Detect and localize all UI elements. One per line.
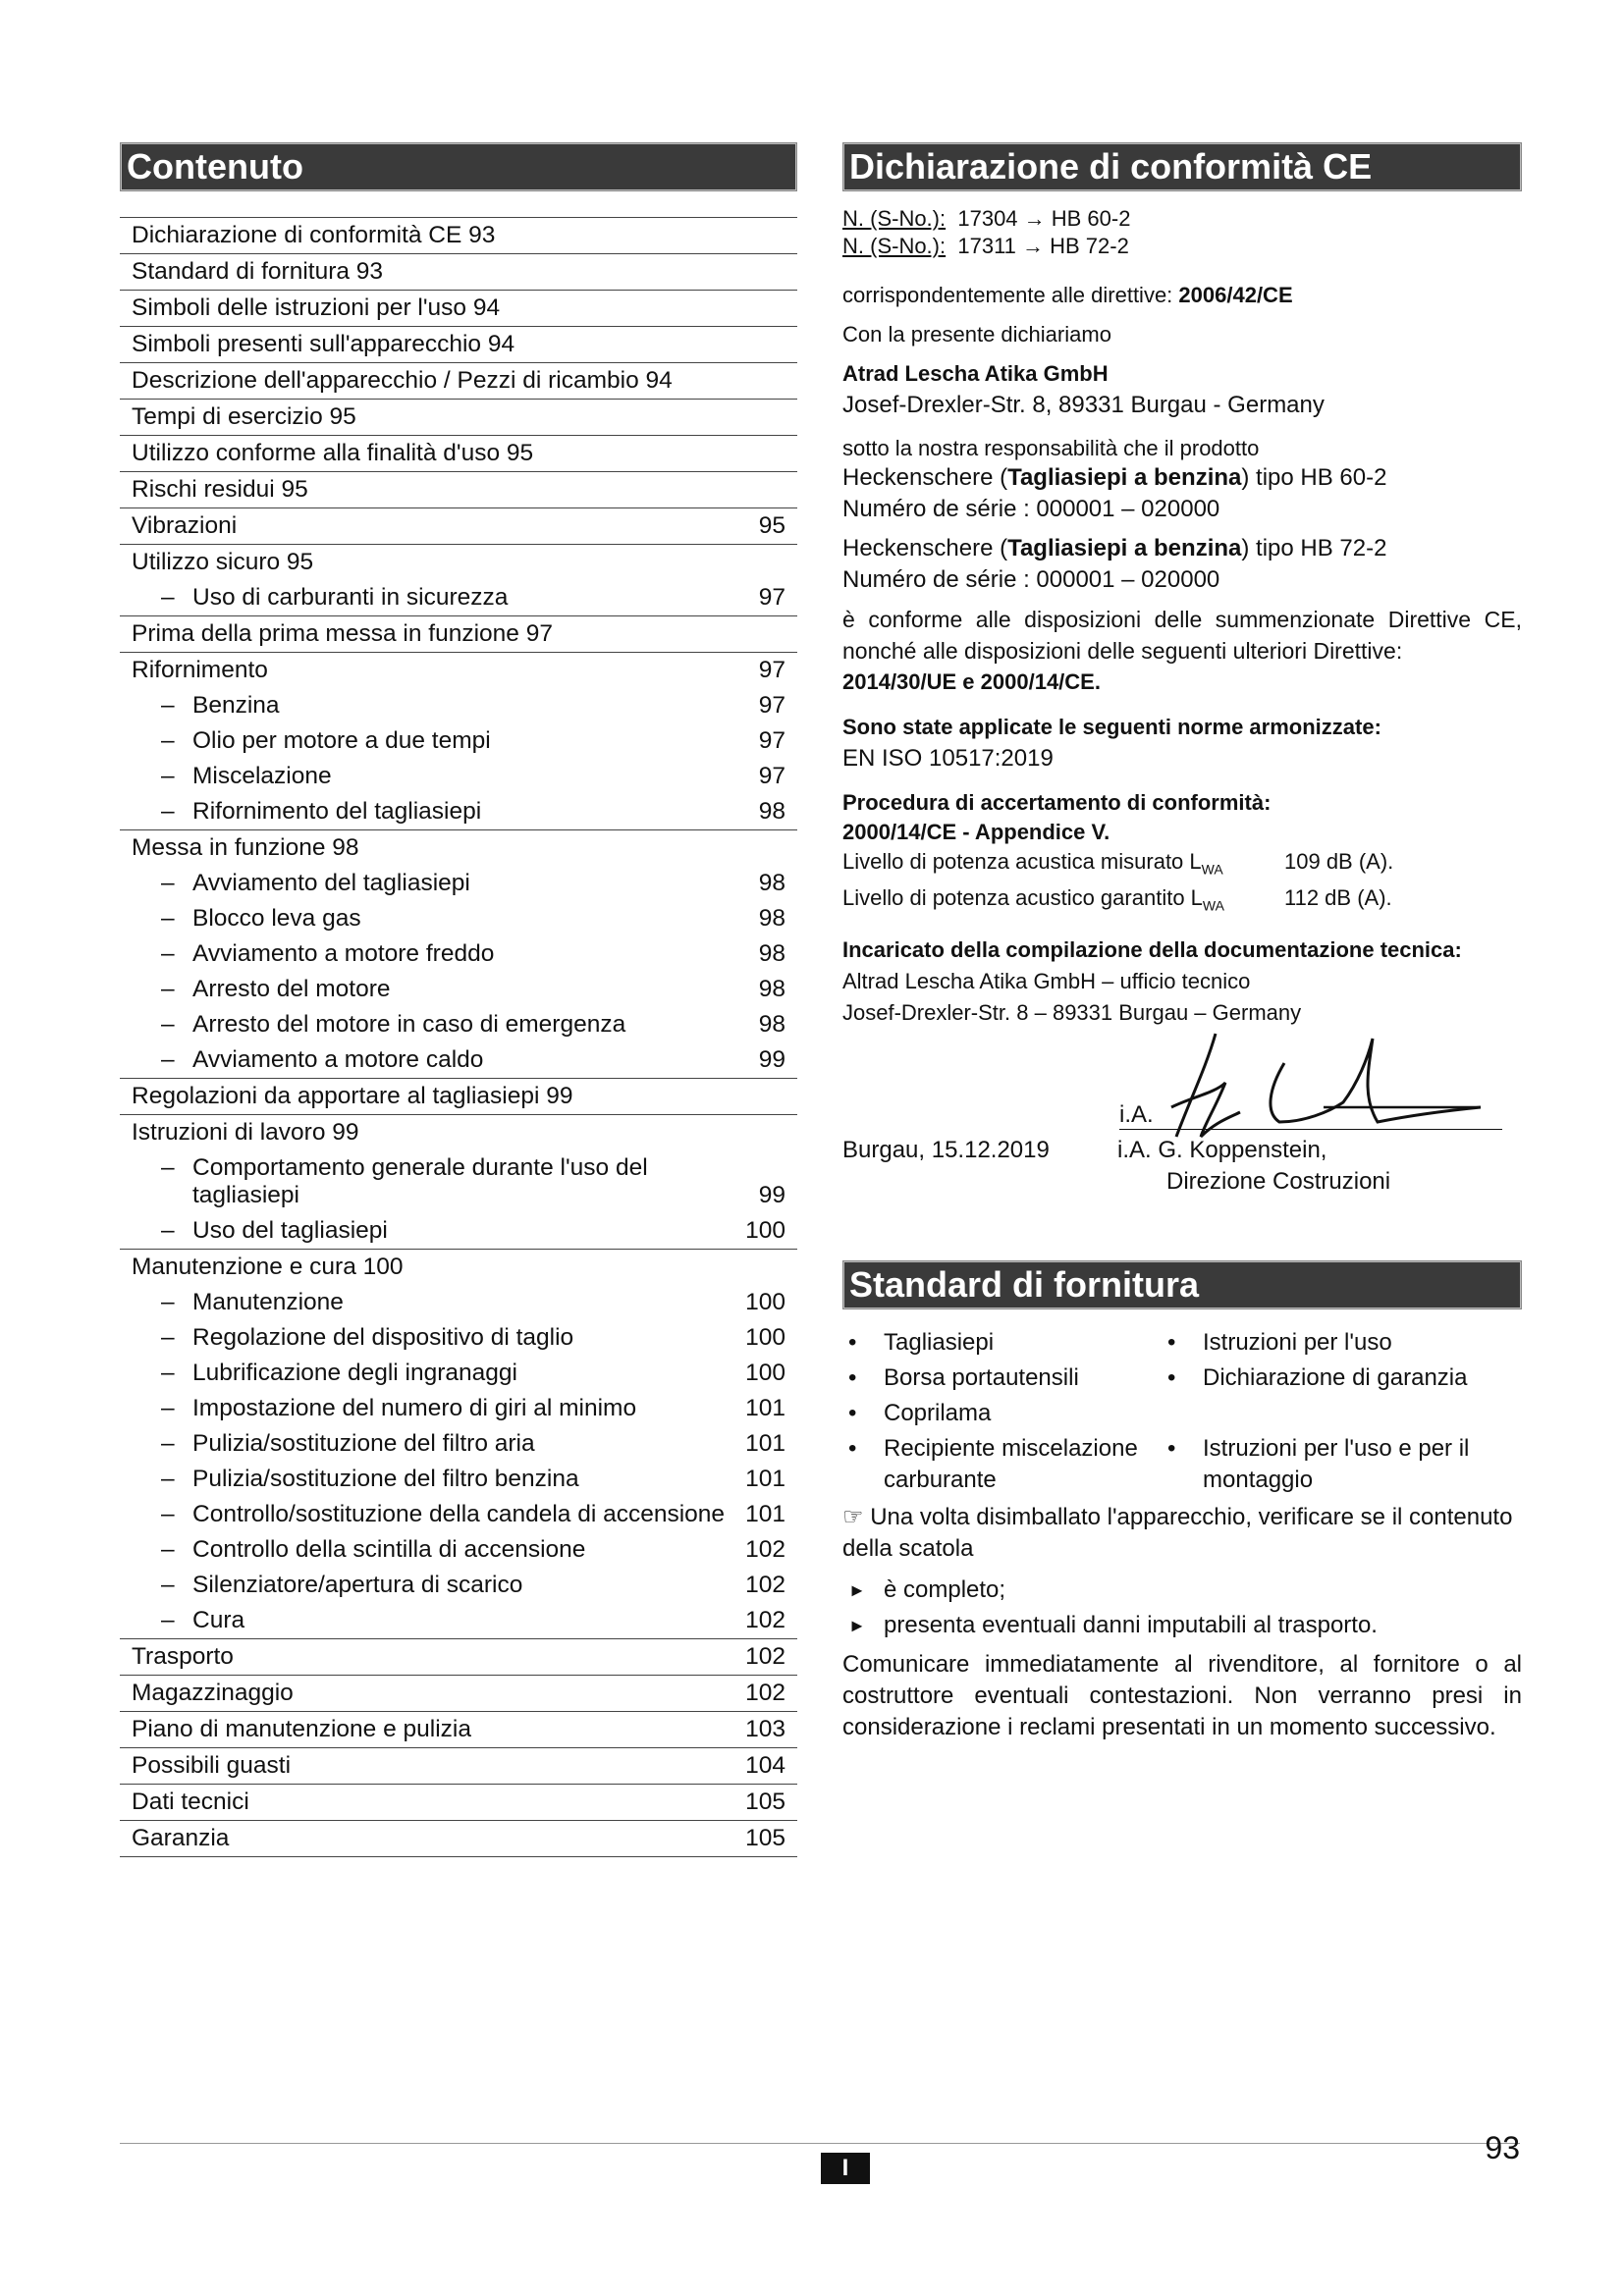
guaranteed-level-sub: WA	[1202, 897, 1224, 914]
bullet-icon: •	[1167, 1363, 1176, 1391]
we-declare: Con la presente dichiariamo	[842, 322, 1111, 347]
dash-bullet: –	[161, 798, 175, 825]
dash-bullet: –	[161, 692, 175, 719]
norm: EN ISO 10517:2019	[842, 745, 1054, 772]
declaration-section	[842, 142, 1522, 1743]
product-1-type: ) tipo HB 60-2	[1241, 464, 1387, 491]
bullet-icon: •	[1167, 1434, 1176, 1462]
toc-entry[interactable]	[120, 472, 797, 508]
toc-entry-label: Magazzinaggio	[132, 1680, 294, 1706]
dash-bullet: –	[161, 940, 175, 967]
product-2-type: ) tipo HB 72-2	[1241, 535, 1387, 561]
toc-entry-title	[132, 440, 727, 467]
toc-entry-label: Arresto del motore in caso di emergenza	[192, 1011, 626, 1038]
toc-entry-title	[132, 834, 727, 862]
directive: 2006/42/CE	[1178, 283, 1293, 307]
dash-bullet: –	[161, 1466, 175, 1492]
toc-entry-title	[161, 940, 727, 968]
signer: i.A. G. Koppenstein,	[1117, 1136, 1327, 1163]
toc-entry-title	[132, 331, 727, 358]
check-item	[842, 1610, 1522, 1641]
toc-entry-label: Prima della prima messa in funzione 97	[132, 620, 553, 647]
toc-page-number: 97	[758, 763, 785, 789]
toc-entry[interactable]	[120, 1676, 797, 1712]
supply-item	[1162, 1327, 1486, 1359]
serial-no-label-2: N. (S-No.):	[842, 234, 947, 258]
toc-entry-title	[132, 367, 727, 395]
toc-subentry[interactable]	[120, 794, 797, 830]
company-address: Josef-Drexler-Str. 8, 89331 Burgau - Germany	[842, 392, 1325, 418]
toc-page-number: 98	[758, 940, 785, 967]
contents-title: Contenuto	[120, 142, 797, 191]
toc-entry-title	[132, 1643, 727, 1671]
dash-bullet: –	[161, 976, 175, 1002]
toc-subentry[interactable]	[120, 1497, 797, 1532]
toc-entry[interactable]	[120, 363, 797, 400]
toc-page-number: 105	[745, 1825, 785, 1851]
toc-page-number: 99	[758, 1046, 785, 1073]
product-2-name: Tagliasiepi a benzina	[1007, 535, 1242, 561]
product-1-prefix: Heckenschere (	[842, 464, 1008, 491]
declaration-title: Dichiarazione di conformità CE	[842, 142, 1522, 191]
toc-entry[interactable]	[120, 1712, 797, 1748]
toc-entry-title	[132, 403, 727, 431]
table-of-contents	[120, 217, 797, 1857]
toc-subentry[interactable]	[120, 1356, 797, 1391]
toc-entry-label: Impostazione del numero di giri al minimo	[192, 1395, 637, 1421]
toc-subentry[interactable]	[120, 1150, 797, 1213]
toc-entry-label: Manutenzione	[192, 1289, 344, 1315]
toc-entry-label: Vibrazioni	[132, 512, 238, 539]
bullet-icon: •	[848, 1328, 857, 1356]
toc-page-number: 95	[758, 512, 785, 539]
supply-item	[1162, 1362, 1486, 1394]
toc-subentry[interactable]	[120, 759, 797, 794]
toc-entry-label: Rischi residui 95	[132, 476, 308, 503]
toc-entry-label: Trasporto	[132, 1643, 234, 1670]
toc-page-number: 101	[745, 1395, 785, 1421]
toc-page-number: 102	[745, 1643, 785, 1670]
dash-bullet: –	[161, 1154, 175, 1181]
toc-entry[interactable]	[120, 1639, 797, 1676]
toc-subentry[interactable]	[120, 1285, 797, 1320]
ia-label: i.A.	[1119, 1100, 1154, 1128]
supply-item-label: Dichiarazione di garanzia	[1203, 1363, 1468, 1391]
dash-bullet: –	[161, 1395, 175, 1421]
norms-heading: Sono state applicate le seguenti norme armonizzate:	[842, 715, 1381, 739]
toc-entry-label: Regolazione del dispositivo di taglio	[192, 1324, 574, 1351]
bullet-icon: •	[848, 1434, 857, 1462]
toc-subentry[interactable]	[120, 1320, 797, 1356]
toc-entry-title	[132, 549, 727, 576]
toc-entry-title	[132, 476, 727, 504]
supply-item	[842, 1398, 1162, 1429]
toc-entry-label: Lubrificazione degli ingranaggi	[192, 1360, 517, 1386]
toc-subentry[interactable]	[120, 723, 797, 759]
toc-entry-title	[161, 1466, 727, 1493]
toc-entry[interactable]	[120, 830, 797, 866]
toc-entry[interactable]	[120, 1821, 797, 1857]
supply-item	[842, 1433, 1162, 1496]
dash-bullet: –	[161, 1536, 175, 1563]
measured-level-value: 109 dB (A).	[1284, 849, 1394, 874]
guaranteed-level-value: 112 dB (A).	[1284, 885, 1392, 911]
toc-entry[interactable]	[120, 1748, 797, 1785]
toc-page-number: 102	[745, 1607, 785, 1633]
toc-page-number: 98	[758, 1011, 785, 1038]
toc-entry-title	[132, 1825, 727, 1852]
toc-subentry[interactable]	[120, 1603, 797, 1639]
toc-entry-label: Standard di fornitura 93	[132, 258, 384, 285]
toc-entry-label: Avviamento a motore caldo	[192, 1046, 484, 1073]
toc-entry-label: Rifornimento del tagliasiepi	[192, 798, 482, 825]
toc-entry-title	[161, 1324, 727, 1352]
dash-bullet: –	[161, 1501, 175, 1527]
hand-pointer-icon: ☞	[842, 1503, 864, 1530]
signature-image	[1147, 1029, 1520, 1156]
toc-subentry[interactable]	[120, 972, 797, 1007]
toc-subentry[interactable]	[120, 1462, 797, 1497]
toc-entry-title	[161, 763, 727, 790]
dash-bullet: –	[161, 1011, 175, 1038]
procedure-heading: Procedura di accertamento di conformità:	[842, 790, 1272, 815]
toc-entry-label: Garanzia	[132, 1825, 230, 1851]
dash-bullet: –	[161, 1046, 175, 1073]
dash-bullet: –	[161, 727, 175, 754]
toc-entry-label: Uso di carburanti in sicurezza	[192, 584, 509, 611]
check-list	[842, 1575, 1522, 1641]
toc-entry-title	[161, 1154, 727, 1209]
dash-bullet: –	[161, 1430, 175, 1457]
toc-entry-title	[132, 1083, 727, 1110]
toc-page-number: 101	[745, 1466, 785, 1492]
toc-entry[interactable]	[120, 616, 797, 653]
toc-entry-title	[161, 692, 727, 720]
guaranteed-level-row	[842, 883, 1522, 920]
place-date: Burgau, 15.12.2019	[842, 1136, 1050, 1163]
toc-entry-title	[161, 1217, 727, 1245]
toc-entry-label: Avviamento del tagliasiepi	[192, 870, 470, 896]
supply-item	[1162, 1398, 1486, 1429]
toc-entry[interactable]	[120, 436, 797, 472]
toc-entry-label: Controllo/sostituzione della candela di accensione	[192, 1501, 726, 1527]
toc-subentry[interactable]	[120, 1426, 797, 1462]
toc-entry-title	[132, 1716, 727, 1743]
supply-list	[842, 1327, 1522, 1496]
arrow-bullet-icon: ►	[848, 1615, 866, 1635]
toc-entry-label: Silenziatore/apertura di scarico	[192, 1572, 523, 1598]
toc-entry-label: Avviamento a motore freddo	[192, 940, 495, 967]
toc-entry-label: Miscelazione	[192, 763, 332, 789]
toc-entry-label: Cura	[192, 1607, 245, 1633]
supply-item-label: Borsa portautensili	[884, 1363, 1079, 1391]
toc-entry-label: Messa in funzione 98	[132, 834, 359, 861]
toc-entry-title	[132, 1254, 727, 1281]
toc-subentry[interactable]	[120, 1568, 797, 1603]
contents-section	[120, 142, 797, 1857]
toc-page-number: 100	[745, 1360, 785, 1386]
toc-entry-title	[132, 620, 727, 648]
toc-entry-title	[161, 976, 727, 1003]
directive-prefix: corrispondentemente alle direttive:	[842, 283, 1179, 307]
toc-subentry[interactable]	[120, 936, 797, 972]
toc-entry-title	[132, 1680, 727, 1707]
supply-item-label: Istruzioni per l'uso e per il montaggio	[1203, 1434, 1470, 1493]
toc-entry-title	[161, 1289, 727, 1316]
toc-entry-label: Controllo della scintilla di accensione	[192, 1536, 586, 1563]
toc-entry-title	[132, 1752, 727, 1780]
toc-entry[interactable]	[120, 1079, 797, 1115]
signer-role: Direzione Costruzioni	[1166, 1167, 1391, 1195]
toc-entry[interactable]	[120, 217, 797, 254]
dash-bullet: –	[161, 1289, 175, 1315]
dash-bullet: –	[161, 584, 175, 611]
procedure: 2000/14/CE - Appendice V.	[842, 820, 1110, 844]
toc-entry-title	[132, 222, 727, 249]
toc-page-number: 103	[745, 1716, 785, 1742]
page-number: 93	[1485, 2130, 1520, 2165]
dash-bullet: –	[161, 1572, 175, 1598]
toc-entry-label: Istruzioni di lavoro 99	[132, 1119, 359, 1146]
toc-entry[interactable]	[120, 545, 797, 580]
check-item-label: presenta eventuali danni imputabili al trasporto.	[884, 1611, 1378, 1638]
arrow-bullet-icon: ►	[848, 1579, 866, 1600]
bullet-icon: •	[1167, 1328, 1176, 1356]
toc-subentry[interactable]	[120, 1007, 797, 1042]
dash-bullet: –	[161, 870, 175, 896]
toc-entry[interactable]	[120, 653, 797, 688]
serial-range-1: Numéro de série : 000001 – 020000	[842, 496, 1220, 522]
toc-entry-title	[161, 1536, 727, 1564]
toc-page-number: 98	[758, 976, 785, 1002]
toc-entry-title	[161, 1501, 727, 1528]
supply-item	[1162, 1433, 1486, 1496]
supply-item-label: Tagliasiepi	[884, 1328, 995, 1356]
product-2-prefix: Heckenschere (	[842, 535, 1008, 561]
toc-page-number: 105	[745, 1789, 785, 1815]
toc-entry-title	[132, 258, 727, 286]
dash-bullet: –	[161, 1217, 175, 1244]
toc-entry-title	[161, 798, 727, 826]
supply-title: Standard di fornitura	[842, 1260, 1522, 1309]
dash-bullet: –	[161, 1324, 175, 1351]
language-badge: I	[821, 2153, 870, 2184]
bullet-icon: •	[848, 1399, 857, 1426]
dash-bullet: –	[161, 905, 175, 932]
signature-block	[842, 1029, 1522, 1156]
toc-subentry[interactable]	[120, 1391, 797, 1426]
toc-page-number: 98	[758, 870, 785, 896]
toc-entry[interactable]	[120, 1785, 797, 1821]
toc-entry-title	[161, 584, 727, 612]
toc-subentry[interactable]	[120, 1213, 797, 1250]
measured-level-row	[842, 847, 1522, 883]
check-item	[842, 1575, 1522, 1606]
toc-entry-title	[132, 1789, 727, 1816]
documentation-company: Altrad Lescha Atika GmbH – ufficio tecnico	[842, 968, 1251, 993]
conformity-text: è conforme alle disposizioni delle summenzionate Direttive CE, nonché alle disposizioni delle seguenti ulteriori Direttive:	[842, 607, 1522, 664]
dash-bullet: –	[161, 1360, 175, 1386]
notice-text: Comunicare immediatamente al rivenditore, al fornitore o al costruttore eventuali contestazioni. Non verranno presi in considerazione i reclami presentati in un momento successivo.	[842, 1650, 1522, 1740]
toc-page-number: 101	[745, 1501, 785, 1527]
toc-subentry[interactable]	[120, 1042, 797, 1079]
toc-page-number: 97	[758, 584, 785, 611]
toc-entry[interactable]	[120, 400, 797, 436]
toc-entry-label: Descrizione dell'apparecchio / Pezzi di ricambio 94	[132, 367, 673, 394]
toc-entry-label: Benzina	[192, 692, 280, 719]
toc-entry-title	[161, 1607, 727, 1634]
toc-entry-label: Comportamento generale durante l'uso del tagliasiepi	[192, 1154, 648, 1208]
dash-bullet: –	[161, 763, 175, 789]
toc-page-number: 97	[758, 692, 785, 719]
toc-entry-label: Simboli delle istruzioni per l'uso 94	[132, 294, 501, 321]
toc-entry-label: Simboli presenti sull'apparecchio 94	[132, 331, 515, 357]
toc-page-number: 100	[745, 1217, 785, 1244]
serial-range-2: Numéro de série : 000001 – 020000	[842, 566, 1220, 593]
toc-subentry[interactable]	[120, 688, 797, 723]
supply-item	[842, 1362, 1162, 1394]
toc-page-number: 102	[745, 1572, 785, 1598]
toc-entry-label: Rifornimento	[132, 657, 268, 683]
measured-level-label: Livello di potenza acustica misurato L	[842, 849, 1202, 874]
toc-entry-title	[161, 1395, 727, 1422]
check-item-label: è completo;	[884, 1575, 1006, 1603]
further-directives: 2014/30/UE e 2000/14/CE.	[842, 669, 1101, 694]
toc-entry-label: Dichiarazione di conformità CE 93	[132, 222, 496, 248]
check-text: Una volta disimballato l'apparecchio, verificare se il contenuto della scatola	[842, 1503, 1513, 1562]
toc-entry-title	[132, 294, 727, 322]
toc-entry-title	[161, 870, 727, 897]
toc-page-number: 99	[758, 1182, 785, 1208]
documentation-heading: Incaricato della compilazione della documentazione tecnica:	[842, 936, 1462, 962]
toc-entry-title	[161, 727, 727, 755]
toc-subentry[interactable]	[120, 866, 797, 901]
toc-page-number: 100	[745, 1289, 785, 1315]
toc-page-number: 98	[758, 798, 785, 825]
documentation-address: Josef-Drexler-Str. 8 – 89331 Burgau – Germany	[842, 999, 1302, 1025]
supply-item-label: Recipiente miscelazione carburante	[884, 1434, 1138, 1493]
toc-entry[interactable]	[120, 1250, 797, 1285]
toc-subentry[interactable]	[120, 580, 797, 616]
toc-entry[interactable]	[120, 291, 797, 327]
toc-page-number: 98	[758, 905, 785, 932]
toc-entry-title	[161, 1011, 727, 1039]
bullet-icon: •	[848, 1363, 857, 1391]
toc-subentry[interactable]	[120, 1532, 797, 1568]
footer-divider	[120, 2143, 1520, 2144]
supply-item-label: Coprilama	[884, 1399, 992, 1426]
product-1-name: Tagliasiepi a benzina	[1007, 464, 1242, 491]
toc-entry-label: Olio per motore a due tempi	[192, 727, 491, 754]
responsibility-text: sotto la nostra responsabilità che il prodotto	[842, 436, 1260, 460]
toc-page-number: 104	[745, 1752, 785, 1779]
toc-entry[interactable]	[120, 327, 797, 363]
toc-entry-label: Tempi di esercizio 95	[132, 403, 356, 430]
measured-level-sub: WA	[1201, 861, 1223, 878]
toc-entry-label: Pulizia/sostituzione del filtro benzina	[192, 1466, 579, 1492]
toc-entry-title	[161, 1046, 727, 1074]
signature-line	[1119, 1129, 1502, 1130]
toc-entry-title	[161, 1572, 727, 1599]
toc-entry-label: Possibili guasti	[132, 1752, 292, 1779]
toc-entry[interactable]	[120, 254, 797, 291]
toc-entry-label: Dati tecnici	[132, 1789, 249, 1815]
serial-no-label-1: N. (S-No.):	[842, 206, 947, 231]
toc-entry-title	[132, 657, 727, 684]
toc-entry-label: Piano di manutenzione e pulizia	[132, 1716, 471, 1742]
supply-item	[842, 1327, 1162, 1359]
toc-entry[interactable]	[120, 1115, 797, 1150]
dash-bullet: –	[161, 1607, 175, 1633]
company-name: Atrad Lescha Atika GmbH	[842, 361, 1109, 386]
toc-entry-title	[161, 1360, 727, 1387]
supply-item-label: Istruzioni per l'uso	[1203, 1328, 1392, 1356]
toc-entry-label: Manutenzione e cura 100	[132, 1254, 404, 1280]
toc-entry-title	[132, 512, 727, 540]
toc-entry-label: Arresto del motore	[192, 976, 391, 1002]
toc-entry-label: Uso del tagliasiepi	[192, 1217, 388, 1244]
serial-no-1: 17304 → HB 60-2	[957, 206, 1131, 231]
toc-page-number: 97	[758, 727, 785, 754]
toc-page-number: 101	[745, 1430, 785, 1457]
toc-entry-title	[161, 1430, 727, 1458]
serial-no-2: 17311 → HB 72-2	[957, 234, 1129, 258]
toc-subentry[interactable]	[120, 901, 797, 936]
toc-page-number: 97	[758, 657, 785, 683]
toc-page-number: 102	[745, 1680, 785, 1706]
toc-entry-label: Pulizia/sostituzione del filtro aria	[192, 1430, 535, 1457]
toc-entry-title	[161, 905, 727, 933]
toc-page-number: 102	[745, 1536, 785, 1563]
toc-entry-label: Blocco leva gas	[192, 905, 361, 932]
toc-entry-label: Utilizzo conforme alla finalità d'uso 95	[132, 440, 534, 466]
toc-entry-label: Utilizzo sicuro 95	[132, 549, 314, 575]
toc-entry-label: Regolazioni da apportare al tagliasiepi 99	[132, 1083, 573, 1109]
toc-page-number: 100	[745, 1324, 785, 1351]
toc-entry-title	[132, 1119, 727, 1147]
guaranteed-level-label: Livello di potenza acustico garantito L	[842, 885, 1203, 911]
check-paragraph	[842, 1502, 1522, 1565]
toc-entry[interactable]	[120, 508, 797, 545]
